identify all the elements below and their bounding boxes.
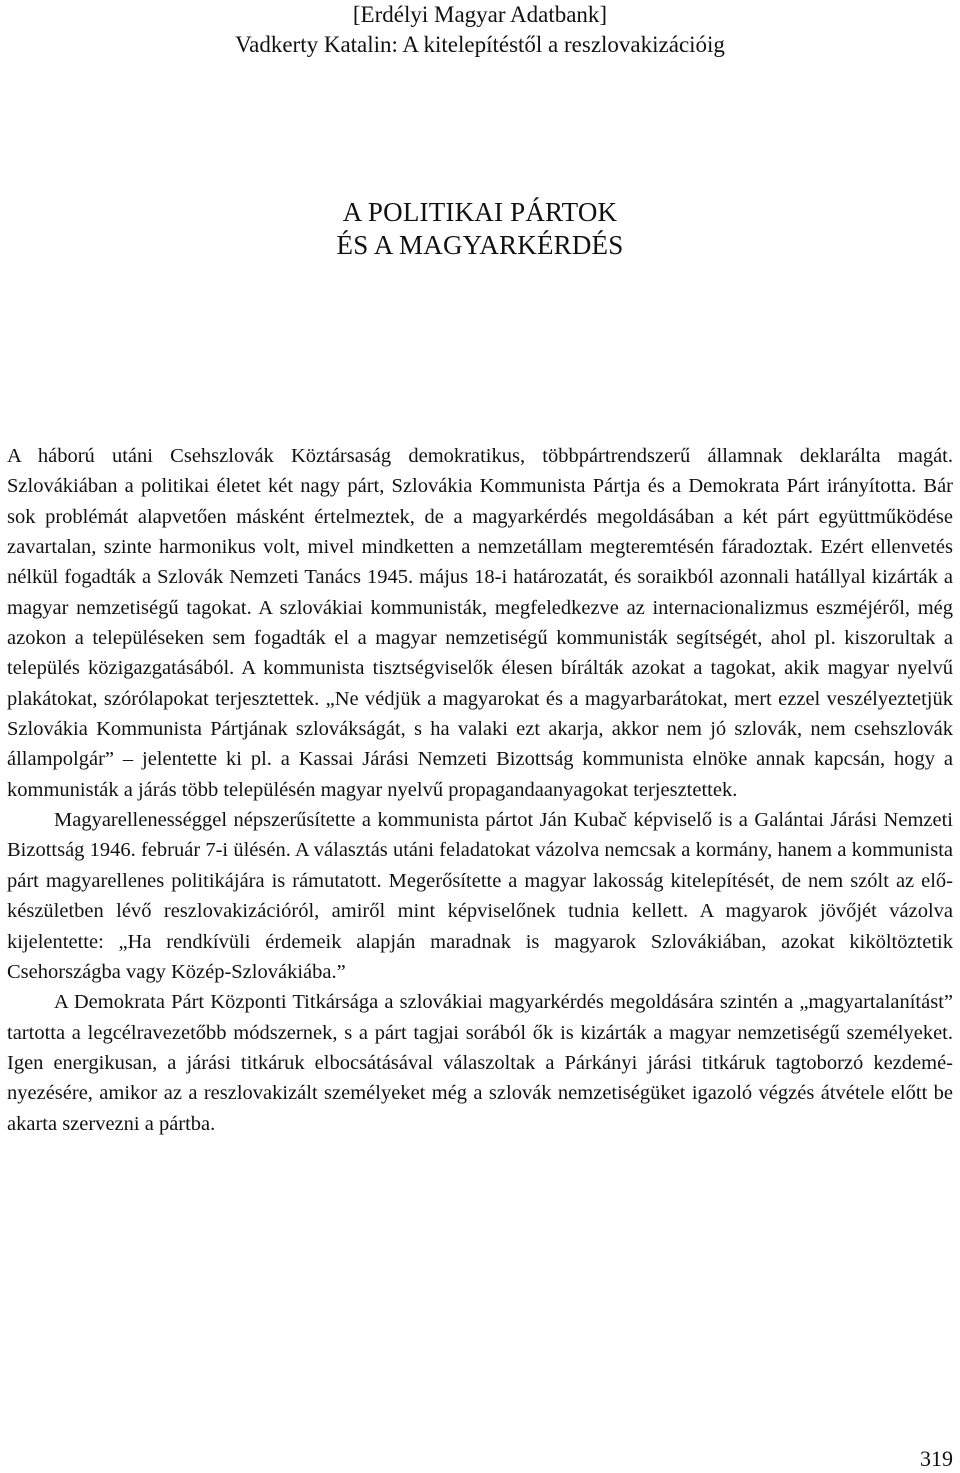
chapter-title-line-1: A POLITIKAI PÁRTOK [342,197,618,227]
paragraph-3: A Demokrata Párt Központi Titkársága a szlovákiai magyarkérdés megoldására szintén a „magyartalanítást” tartotta a legcélravezetőbb módszernek, s a párt tagjai sorából ők is kizárták a magyar nemzetiségű személyeket. Igen energikusan, a járási titkáruk elbocsátásával válaszoltak a Párkányi járási titkáruk tagtoborzó kezdeményezésére, amikor az a reszlovakizált személyeket még a szlovák nemzetiségüket igazoló végzés átvétele előtt be akarta szervezni a pártba. [7,991,953,1135]
header-citation: Vadkerty Katalin: A kitelepítéstől a reszlovakizációig [235,32,725,57]
body-text [7,441,953,1139]
paragraph-1: A háború utáni Csehszlovák Köztársaság demokratikus, többpártrendszerű államnak deklarálta magát. Szlovákiában a politikai életet két nagy párt, Szlovákia Kommunista Pártja és a Demokrata Párt irányította. Bár sok problémát alapvetően másként értelmeztek, de a magyarkérdés megoldásában a két párt együttműködése zavartalan, szinte harmonikus volt, mivel mindketten a nemzetállam megteremtésén fáradoztak. Ezért ellenvetés nélkül fogadták a Szlovák Nemzeti Tanács 1945. május 18-i határozatát, és soraikból azonnali hatállyal kizárták a magyar nemzetiségű tagokat. A szlovákiai kommunisták, megfeledkezve az internacionalizmus eszméjéről, még azokon a településeken sem fogadták el a magyar nemzetiségű kommunisták segítségét, ahol pl. kiszorultak a település közigazgatásából. A kommunista tisztségviselők élesen bírálták azokat a tagokat, akik magyar nyelvű plakátokat, szórólapokat terjesztettek. „Ne védjük a magyarokat és a magyarbarátokat, mert ezzel veszélyeztetjük Szlovákia Kommunista Pártjának szlovákságát, s ha valaki ezt akarja, akkor nem jó szlovák, nem csehszlovák állampolgár” – jelentette ki pl. a Kassai Járási Nemzeti Bizottság kommunista elnöke annak kapcsán, hogy a kommunisták a járás több településén magyar nyelvű propagandaanyagokat terjesztettek. [7,445,953,801]
page-header [0,0,960,60]
paragraph-2: Magyarellenességgel népszerűsítette a kommunista pártot Ján Kubač képviselő is a Galántai Járási Nemzeti Bizottság 1946. február 7-i ülésén. A választás utáni feladatokat vázolva nemcsak a kormány, hanem a kommunista párt magyarellenes politikájára is rámutatott. Megerősítette a magyar lakosság kitelepítését, de nem szólt az előkészületben lévő reszlovakizációról, amiről mint képviselőnek tudnia kellett. A magyarok jövőjét vázolva kijelentette: „Ha rendkívüli érdemeik alapján maradnak is magyarok Szlovákiában, azokat kiköltöztetik Csehországba vagy Közép-Szlovákiába.” [7,809,953,983]
chapter-title-line-2: ÉS A MAGYARKÉRDÉS [336,230,624,260]
header-source: [Erdélyi Magyar Adatbank] [352,2,608,27]
page-number: 319 [920,1446,953,1471]
chapter-title [0,196,960,262]
